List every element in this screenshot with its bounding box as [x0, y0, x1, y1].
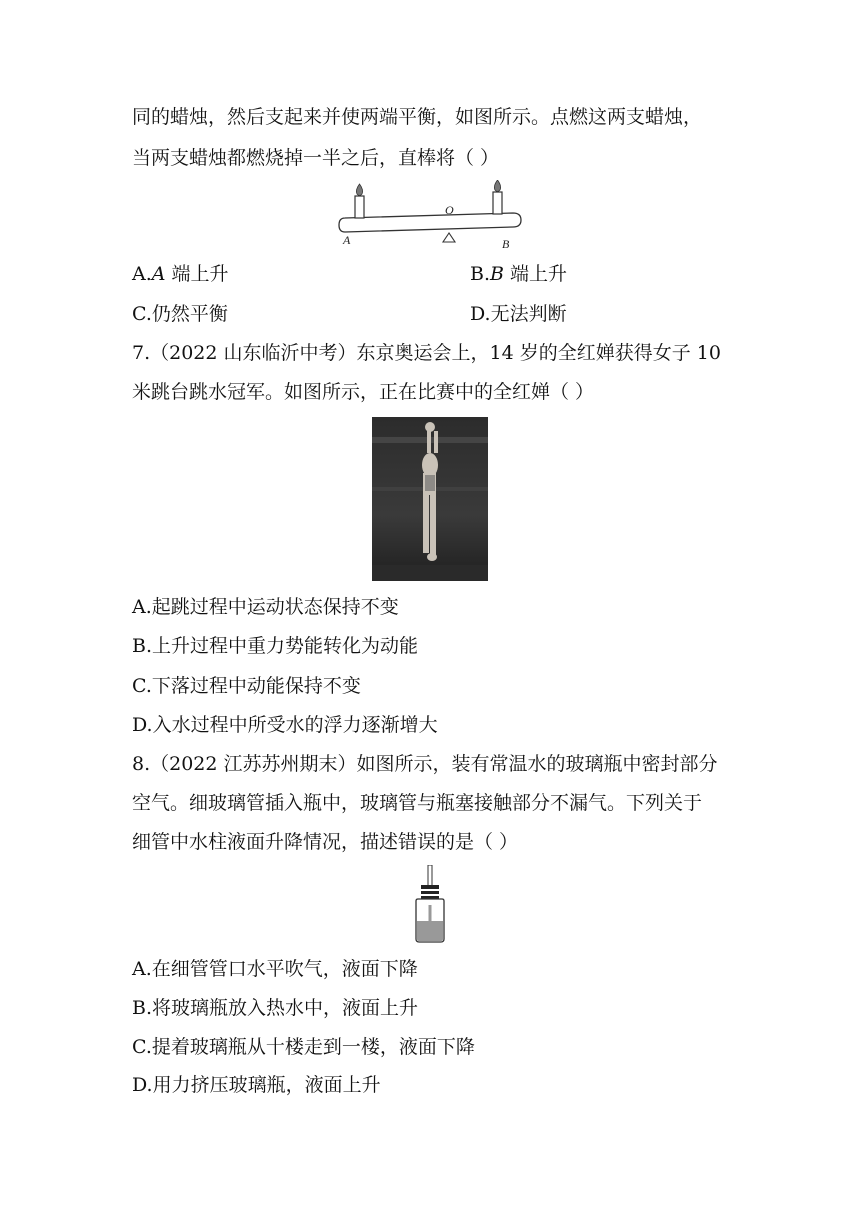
q8-option-a: A.在细管管口水平吹气，液面下降 — [132, 958, 418, 980]
q7-option-a: A.起跳过程中运动状态保持不变 — [132, 596, 399, 618]
q8-stem-line-2: 空气。细玻璃管插入瓶中，玻璃管与瓶塞接触部分不漏气。下列关于 — [132, 792, 703, 814]
q6-stem-line-1: 同的蜡烛，然后支起来并使两端平衡，如图所示。点燃这两支蜡烛， — [132, 106, 703, 128]
q7-stem-line-1: 7.（2022 山东临沂中考）东京奥运会上，14 岁的全红婵获得女子 10 — [132, 342, 721, 364]
pivot-triangle — [443, 233, 455, 242]
q7-stem-line-2: 米跳台跳水冠军。如图所示，正在比赛中的全红婵（ ） — [132, 381, 595, 403]
lever-rod — [339, 213, 521, 232]
label-a: A — [343, 233, 351, 247]
label-b: B — [502, 237, 510, 251]
q7-option-d: D.入水过程中所受水的浮力逐渐增大 — [132, 714, 438, 736]
q8-stem-line-1: 8.（2022 江苏苏州期末）如图所示，装有常温水的玻璃瓶中密封部分 — [132, 753, 718, 775]
q8-option-c: C.提着玻璃瓶从十楼走到一楼，液面下降 — [132, 1036, 475, 1058]
bottle-figure — [410, 865, 450, 945]
q6-option-c: C.仍然平衡 — [132, 303, 228, 325]
right-flame-icon — [494, 180, 500, 192]
lever-candle-figure — [335, 180, 525, 252]
q7-option-c: C.下落过程中动能保持不变 — [132, 675, 361, 697]
q6-stem-line-2: 当两支蜡烛都燃烧掉一半之后，直棒将（ ） — [132, 147, 500, 169]
bottle-stopper — [421, 885, 439, 899]
diver-photo — [372, 417, 488, 581]
right-candle — [493, 192, 502, 214]
label-o: O — [445, 203, 454, 217]
q7-option-b: B.上升过程中重力势能转化为动能 — [132, 635, 419, 657]
q6-option-b: B.B 端上升 — [470, 263, 568, 285]
left-candle — [355, 196, 364, 218]
q8-option-d: D.用力挤压玻璃瓶，液面上升 — [132, 1074, 381, 1096]
q6-option-d: D.无法判断 — [470, 303, 567, 325]
q6-option-a: A.A 端上升 — [132, 263, 229, 285]
q8-option-b: B.将玻璃瓶放入热水中，液面上升 — [132, 997, 419, 1019]
q8-stem-line-3: 细管中水柱液面升降情况，描述错误的是（ ） — [132, 831, 519, 853]
left-flame-icon — [356, 184, 362, 196]
